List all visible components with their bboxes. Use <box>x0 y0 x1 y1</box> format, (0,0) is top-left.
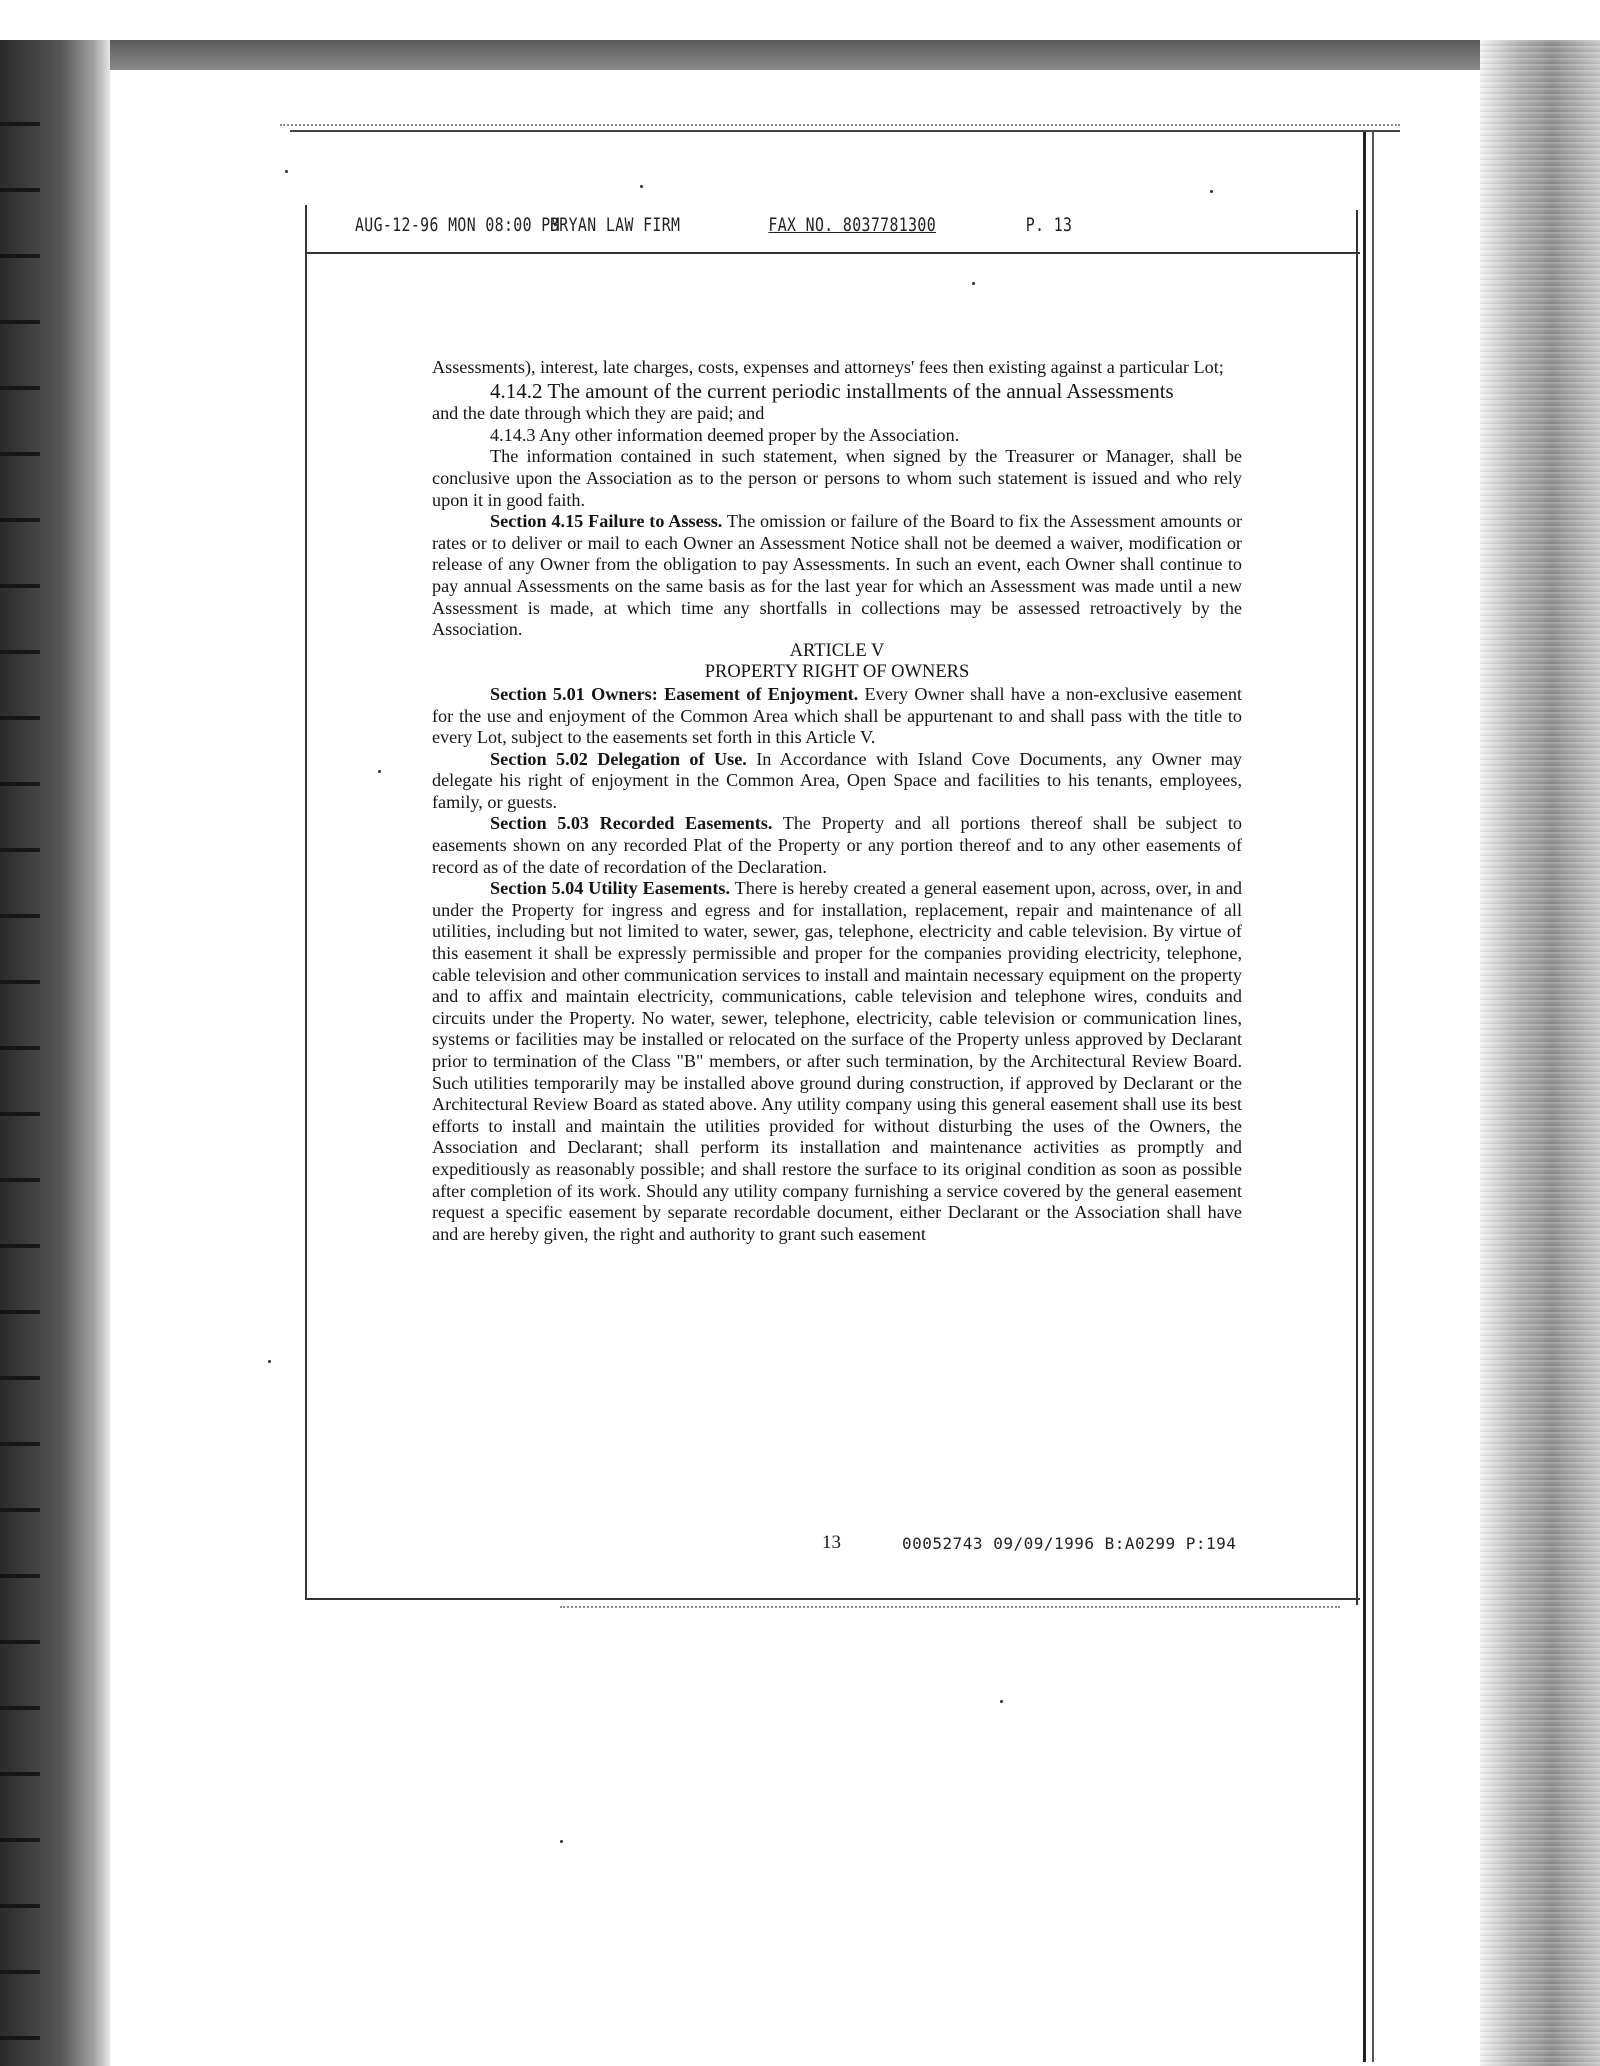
top-dotted-rule <box>280 124 1400 127</box>
section-5-03 <box>432 813 1242 878</box>
scan-top-shadow <box>0 40 1600 70</box>
scan-left-ticks <box>0 60 40 2050</box>
fax-header <box>355 214 1073 244</box>
page-number: 13 <box>822 1532 841 1553</box>
fax-header-rule <box>305 252 1360 254</box>
paragraph-statement: The information contained in such statement, when signed by the Treasurer or Manager, shall be conclusive upon the Association as to the person or persons to whom such statement is issued and who rely upon it in good faith. <box>432 446 1242 510</box>
fax-date-time: AUG-12-96 MON 08:00 PM <box>355 214 560 236</box>
top-rule <box>290 130 1400 132</box>
scan-speck <box>268 1360 271 1363</box>
scan-speck <box>560 1840 563 1843</box>
scan-speck <box>972 282 975 285</box>
section-heading: Section 5.04 Utility Easements. <box>490 878 731 899</box>
recording-stamp: 00052743 09/09/1996 B:A0299 P:194 <box>902 1534 1237 1553</box>
scan-speck <box>1210 190 1213 193</box>
document-body <box>432 357 1242 1245</box>
section-heading: Section 4.15 Failure to Assess. <box>490 511 723 532</box>
page-edge-line <box>1363 132 1366 2062</box>
item-text: Any other information deemed proper by the Association. <box>535 424 960 445</box>
scan-speck <box>378 770 381 773</box>
section-text: Every Owner shall have a non-exclusive easement for the use and enjoyment of the Common Area which shall be appurtenant to and shall pass with the title to every Lot, subject to the easements set forth in this Article V. <box>432 683 1242 748</box>
page-edge-line-inner <box>1372 132 1374 2062</box>
section-5-01 <box>432 684 1242 749</box>
article-number: ARTICLE V <box>789 640 885 661</box>
section-heading: Section 5.01 Owners: Easement of Enjoyment. <box>490 683 859 704</box>
section-4-15 <box>432 511 1242 641</box>
fax-frame-left <box>305 205 307 1600</box>
fax-page-number: P. 13 <box>1025 214 1073 236</box>
item-number: 4.14.2 <box>490 378 543 403</box>
section-heading: Section 5.03 Recorded Easements. <box>490 813 773 834</box>
item-number: 4.14.3 <box>490 424 536 445</box>
scan-top-margin <box>0 0 1600 40</box>
fax-firm-name: BRYAN LAW FIRM <box>550 214 681 236</box>
section-text: There is hereby created a general easement upon, across, over, in and under the Property for ingress and egress and for installation, replacement, repair and maintenance of all utilities, including but not limited to water, sewer, gas, telephone, electricity and cable television. By virtue of this easement it shall be expressly permissible and proper for the companies providing electricity, telephone, cable television and other communication services to install and maintain necessary equipment on the property and to affix and maintain electricity, communications, cable television and telephone wires, conduits and circuits under the Property. No water, sewer, telephone, electricity, cable television or communication lines, systems or facilities may be installed or relocated on the surface of the Property unless approved by Declarant prior to termination of the Class "B" members, or after such termination, by the Architectural Review Board. Such utilities temporarily may be installed above ground during construction, if approved by Declarant or the Architectural Review Board as stated above. Any utility company using this general easement shall use its best efforts to install and maintain the utilities provided for without disturbing the uses of the Owners, the Association and Declarant; shall perform its installation and maintenance activities as promptly and expeditiously as reasonably possible; and shall restore the surface to its original condition as soon as possible after completion of its work. Should any utility company furnishing a service covered by the general easement request a specific easement by separate recordable document, either Declarant or the Association shall have and are hereby given, the right and authority to grant such easement <box>432 878 1242 1244</box>
section-text: The omission or failure of the Board to fix the Assessment amounts or rates or to deliver or mail to each Owner an Assessment Notice shall not be deemed a waiver, modification or release of any Owner from the obligation to pay Assessments. In such an event, each Owner shall continue to pay annual Assessments on the same basis as for the last year for which an Assessment was made until a new Assessment is made, at which time any shortfalls in collections may be assessed retroactively by the Association. <box>432 511 1243 640</box>
section-heading: Section 5.02 Delegation of Use. <box>490 748 747 769</box>
article-title: PROPERTY RIGHT OF OWNERS <box>704 662 970 683</box>
section-5-04 <box>432 878 1242 1245</box>
scan-right-noise <box>1480 40 1600 2066</box>
bottom-dotted-rule <box>560 1606 1340 1608</box>
paragraph-continuation: Assessments), interest, late charges, costs, expenses and attorneys' fees then existing against a particular Lot; <box>432 357 1224 377</box>
section-text: In Accordance with Island Cove Documents, any Owner may delegate his right of enjoyment in the Common Area, Open Space and facilities to his tenants, employees, family, or guests. <box>432 748 1243 812</box>
scan-speck <box>1000 1700 1003 1703</box>
fax-frame-right <box>1356 210 1358 1605</box>
scan-speck <box>285 170 288 173</box>
item-4-14-3 <box>432 425 1242 447</box>
item-text: The amount of the current periodic installments of the annual Assessments <box>542 378 1174 403</box>
fax-frame-bottom <box>305 1598 1360 1600</box>
item-4-14-2-continuation: and the date through which they are paid; and <box>432 403 765 424</box>
item-4-14-2 <box>432 379 1242 404</box>
section-5-02 <box>432 749 1242 814</box>
section-text: The Property and all portions thereof shall be subject to easements shown on any recorded Plat of the Property or any portion thereof and to any other easements of record as of the date of recordation of the Declaration. <box>432 813 1242 877</box>
fax-number: FAX NO. 8037781300 <box>768 214 937 236</box>
scan-speck <box>640 185 643 188</box>
